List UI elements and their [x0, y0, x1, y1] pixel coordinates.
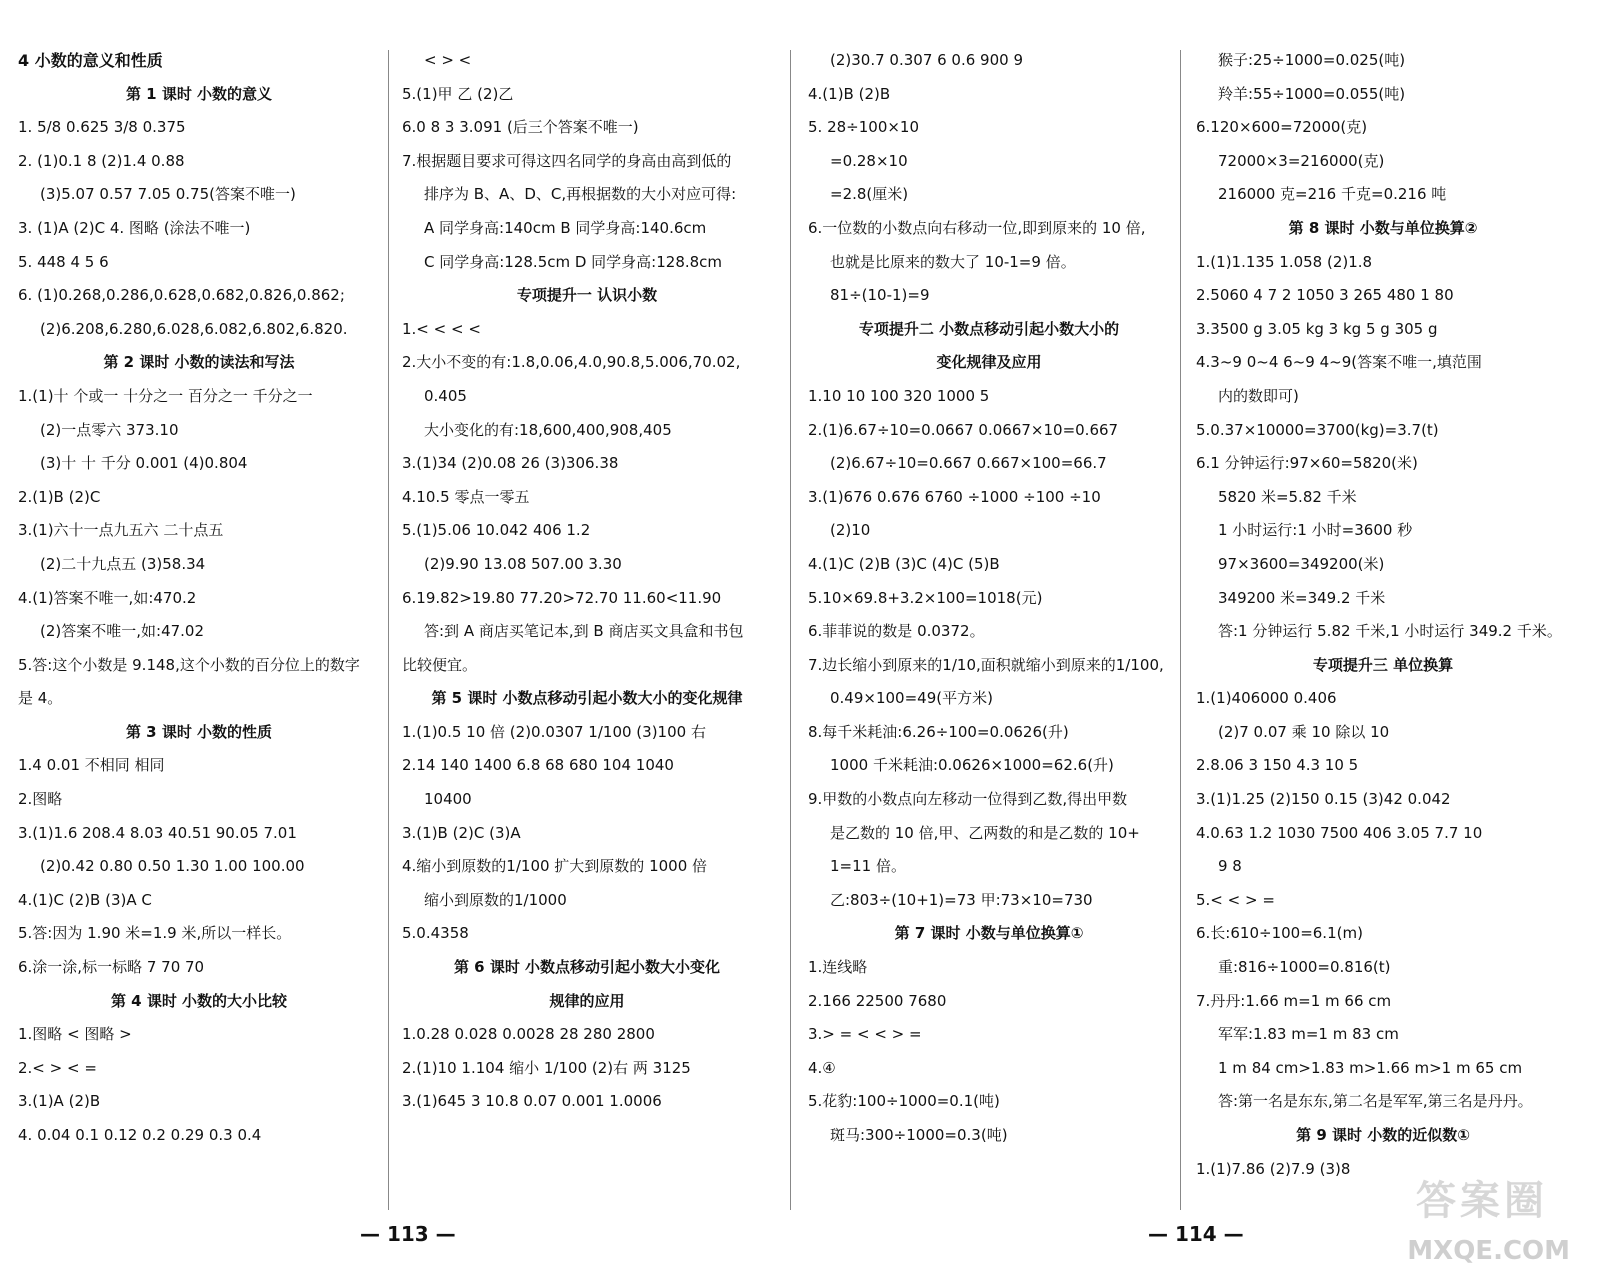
- answer-line: 1000 千米耗油:0.0626×1000=62.6(升): [830, 756, 1114, 775]
- column-3: [808, 44, 1170, 1224]
- answer-line: 1.4 0.01 不相同 相同: [18, 756, 165, 775]
- page-number-right: — 114 —: [1148, 1222, 1244, 1246]
- answer-line: =2.8(厘米): [830, 185, 909, 204]
- answer-line: 重:816÷1000=0.816(t): [1218, 958, 1391, 977]
- answer-line: 9.甲数的小数点向左移动一位得到乙数,得出甲数: [808, 790, 1128, 809]
- answer-line: 1.0.28 0.028 0.0028 28 280 2800: [402, 1025, 655, 1044]
- section-heading: 第 3 课时 小数的性质: [125, 722, 273, 741]
- answer-line: 3.(1)B (2)C (3)A: [402, 823, 521, 842]
- answer-line: 1.(1)7.86 (2)7.9 (3)8: [1196, 1159, 1351, 1178]
- answer-line: (2)7 0.07 乘 10 除以 10: [1218, 722, 1390, 741]
- answer-line: 2.大小不变的有:1.8,0.06,4.0,90.8,5.006,70.02,: [402, 353, 741, 372]
- answer-line: 6.一位数的小数点向右移动一位,即到原来的 10 倍,: [808, 218, 1146, 237]
- answer-line: 7.边长缩小到原来的1/10,面积就缩小到原来的1/100,: [808, 655, 1164, 674]
- answer-line: 5.(1)5.06 10.042 406 1.2: [402, 521, 591, 540]
- section-heading: 第 9 课时 小数的近似数①: [1296, 1126, 1470, 1144]
- answer-line: 3.> = < < > =: [808, 1025, 922, 1044]
- answer-line: 6.1 分钟运行:97×60=5820(米): [1196, 454, 1418, 473]
- answer-line: 9 8: [1218, 857, 1242, 876]
- answer-line: 5.答:因为 1.90 米=1.9 米,所以一样长。: [18, 924, 292, 943]
- answer-line: 1.连线略: [808, 958, 868, 977]
- column-1: [18, 44, 380, 1224]
- page-number-left: — 113 —: [360, 1222, 456, 1246]
- answer-line: (2)二十九点五 (3)58.34: [40, 554, 206, 573]
- answer-line: 5.0.37×10000=3700(kg)=3.7(t): [1196, 420, 1439, 439]
- answer-line: 2. (1)0.1 8 (2)1.4 0.88: [18, 151, 185, 170]
- answer-line: 4. 0.04 0.1 0.12 0.2 0.29 0.3 0.4: [18, 1126, 262, 1144]
- answer-line: 10400: [424, 790, 472, 809]
- answer-line: 5. 28÷100×10: [808, 118, 920, 137]
- answer-line: 3.(1)1.6 208.4 8.03 40.51 90.05 7.01: [18, 823, 297, 842]
- answer-line: 4.3~9 0~4 6~9 4~9(答案不唯一,填范围: [1196, 353, 1482, 372]
- answer-line: (2)答案不唯一,如:47.02: [40, 622, 205, 641]
- answer-line: 3.(1)A (2)B: [18, 1092, 101, 1111]
- answer-line: 6.涂一涂,标一标略 7 70 70: [18, 958, 205, 977]
- answer-line: 排序为 B、A、D、C,再根据数的大小对应可得:: [424, 185, 737, 204]
- answer-line: (3)十 十 千分 0.001 (4)0.804: [40, 454, 248, 473]
- answer-line: 6.0 8 3 3.091 (后三个答案不唯一): [402, 118, 639, 137]
- answer-line: 2.图略: [18, 790, 63, 809]
- answer-line: 7.丹丹:1.66 m=1 m 66 cm: [1196, 991, 1392, 1010]
- answer-line: 4.缩小到原数的1/100 扩大到原数的 1000 倍: [402, 857, 708, 876]
- answer-line: < > <: [424, 51, 472, 69]
- answer-line: A 同学身高:140cm B 同学身高:140.6cm: [424, 218, 707, 237]
- column-2: [402, 44, 772, 1224]
- answer-line: 3.3500 g 3.05 kg 3 kg 5 g 305 g: [1196, 319, 1438, 338]
- answer-line: 2.(1)10 1.104 缩小 1/100 (2)右 两 3125: [402, 1058, 691, 1077]
- answer-line: 97×3600=349200(米): [1218, 554, 1385, 573]
- answer-line: 0.405: [424, 386, 467, 405]
- answer-line: 8.每千米耗油:6.26÷100=0.0626(升): [808, 722, 1069, 741]
- answer-line: 1.10 10 100 320 1000 5: [808, 386, 990, 405]
- answer-line: 答:1 分钟运行 5.82 千米,1 小时运行 349.2 千米。: [1218, 622, 1562, 641]
- answer-line: 答:第一名是东东,第二名是军军,第三名是丹丹。: [1218, 1092, 1533, 1111]
- answer-line: (2)9.90 13.08 507.00 3.30: [424, 554, 622, 573]
- answer-line: 5.(1)甲 乙 (2)乙: [402, 84, 514, 103]
- column-divider-3: [1180, 50, 1181, 1210]
- answer-line: 1 小时运行:1 小时=3600 秒: [1218, 521, 1413, 540]
- section-heading: 第 1 课时 小数的意义: [125, 84, 273, 103]
- answer-line: 1=11 倍。: [830, 857, 906, 876]
- answer-line: 4.(1)C (2)B (3)C (4)C (5)B: [808, 554, 1000, 573]
- answer-line: 4.0.63 1.2 1030 7500 406 3.05 7.7 10: [1196, 823, 1483, 842]
- answer-line: 1.(1)1.135 1.058 (2)1.8: [1196, 252, 1373, 271]
- section-heading: 第 7 课时 小数与单位换算①: [894, 924, 1084, 943]
- answer-line: 2.14 140 1400 6.8 68 680 104 1040: [402, 756, 674, 775]
- answer-line: 1.< < < <: [402, 319, 481, 338]
- answer-line: 6. (1)0.268,0.286,0.628,0.682,0.826,0.862;: [18, 286, 345, 305]
- answer-line: 2.(1)6.67÷10=0.0667 0.0667×10=0.667: [808, 420, 1119, 439]
- section-heading: 4 小数的意义和性质: [18, 51, 163, 70]
- answer-line: 乙:803÷(10+1)=73 甲:73×10=730: [830, 890, 1093, 909]
- answer-line: 4.10.5 零点一零五: [402, 487, 530, 506]
- watermark-url: MXQE.COM: [1407, 1236, 1570, 1266]
- answer-line: 1 m 84 cm>1.83 m>1.66 m>1 m 65 cm: [1218, 1058, 1523, 1077]
- column-divider-1: [388, 50, 389, 1210]
- answer-line: 5. 448 4 5 6: [18, 252, 109, 271]
- answer-line: 2.5060 4 7 2 1050 3 265 480 1 80: [1196, 286, 1454, 305]
- answer-line: 2.8.06 3 150 4.3 10 5: [1196, 756, 1359, 775]
- section-heading: 第 8 课时 小数与单位换算②: [1288, 218, 1478, 237]
- answer-line: 2.(1)B (2)C: [18, 487, 101, 506]
- section-heading: 第 4 课时 小数的大小比较: [110, 991, 288, 1010]
- answer-line: 3. (1)A (2)C 4. 图略 (涂法不唯一): [18, 218, 251, 237]
- answer-line: 军军:1.83 m=1 m 83 cm: [1218, 1025, 1399, 1044]
- answer-line: 羚羊:55÷1000=0.055(吨): [1218, 84, 1406, 103]
- answer-line: 也就是比原来的数大了 10-1=9 倍。: [830, 252, 1076, 271]
- answer-line: 3.(1)1.25 (2)150 0.15 (3)42 0.042: [1196, 790, 1451, 809]
- answer-line: 5.10×69.8+3.2×100=1018(元): [808, 588, 1043, 607]
- answer-line: 3.(1)34 (2)0.08 26 (3)306.38: [402, 454, 619, 473]
- answer-line: 5.0.4358: [402, 924, 469, 943]
- section-heading: 专项提升一 认识小数: [516, 286, 658, 305]
- answer-line: C 同学身高:128.5cm D 同学身高:128.8cm: [424, 252, 723, 271]
- answer-line: 缩小到原数的1/1000: [424, 890, 567, 909]
- answer-line: (2)10: [830, 521, 871, 540]
- answer-line: 4.④: [808, 1058, 836, 1077]
- answer-line: 3.(1)645 3 10.8 0.07 0.001 1.0006: [402, 1092, 662, 1111]
- answer-line: 72000×3=216000(克): [1218, 151, 1385, 170]
- answer-line: (3)5.07 0.57 7.05 0.75(答案不唯一): [40, 185, 296, 204]
- answer-line: 2.166 22500 7680: [808, 991, 947, 1010]
- answer-line: 3.(1)六十一点九五六 二十点五: [18, 521, 224, 540]
- answer-line: 4.(1)B (2)B: [808, 84, 891, 103]
- watermark-logo: 答案圈: [1416, 1178, 1548, 1224]
- section-heading: 专项提升二 小数点移动引起小数大小的: [858, 319, 1120, 338]
- answer-line: (2)一点零六 373.10: [40, 420, 179, 439]
- answer-line: 81÷(10-1)=9: [830, 286, 930, 305]
- section-heading: 第 6 课时 小数点移动引起小数大小变化: [453, 958, 721, 977]
- answer-line: 216000 克=216 千克=0.216 吨: [1218, 185, 1447, 204]
- answer-line: 是乙数的 10 倍,甲、乙两数的和是乙数的 10+: [830, 823, 1140, 842]
- column-divider-2: [790, 50, 791, 1210]
- answer-line: 1.(1)十 个或一 十分之一 百分之一 千分之一: [18, 386, 313, 405]
- answer-line: 5.答:这个小数是 9.148,这个小数的百分位上的数字: [18, 655, 360, 674]
- answer-line: 猴子:25÷1000=0.025(吨): [1218, 51, 1406, 69]
- answer-line: 0.49×100=49(平方米): [830, 689, 993, 708]
- section-heading: 第 5 课时 小数点移动引起小数大小的变化规律: [431, 689, 743, 708]
- answer-line: 1.(1)406000 0.406: [1196, 689, 1337, 708]
- answer-line: 是 4。: [18, 689, 63, 708]
- answer-line: 1.(1)0.5 10 倍 (2)0.0307 1/100 (3)100 右: [402, 722, 706, 741]
- answer-line: 答:到 A 商店买笔记本,到 B 商店买文具盒和书包: [424, 622, 744, 641]
- answer-line: 349200 米=349.2 千米: [1218, 588, 1386, 607]
- answer-line: 3.(1)676 0.676 6760 ÷1000 ÷100 ÷10: [808, 487, 1101, 506]
- section-heading: 规律的应用: [549, 991, 625, 1010]
- answer-line: 4.(1)C (2)B (3)A C: [18, 890, 152, 909]
- answer-line: (2)6.208,6.280,6.028,6.082,6.802,6.820.: [40, 319, 348, 338]
- answer-line: 1.图略 < 图略 >: [18, 1025, 132, 1044]
- answer-line: 1. 5/8 0.625 3/8 0.375: [18, 118, 186, 137]
- answer-line: 5820 米=5.82 千米: [1218, 487, 1357, 506]
- answer-line: (2)6.67÷10=0.667 0.667×100=66.7: [830, 454, 1107, 473]
- answer-line: 斑马:300÷1000=0.3(吨): [830, 1126, 1008, 1144]
- answer-line: 6.120×600=72000(克): [1196, 118, 1368, 137]
- answer-line: 6.长:610÷100=6.1(m): [1196, 924, 1363, 943]
- answer-line: 6.19.82>19.80 77.20>72.70 11.60<11.90: [402, 588, 722, 607]
- section-heading: 第 2 课时 小数的读法和写法: [103, 353, 295, 372]
- answer-line: 2.< > < =: [18, 1058, 97, 1077]
- answer-line: 6.菲菲说的数是 0.0372。: [808, 622, 985, 641]
- answer-line: =0.28×10: [830, 151, 908, 170]
- answer-line: 内的数即可): [1218, 386, 1299, 405]
- answer-line: (2)30.7 0.307 6 0.6 900 9: [830, 51, 1024, 69]
- answer-line: 7.根据题目要求可得这四名同学的身高由高到低的: [402, 151, 732, 170]
- section-heading: 专项提升三 单位换算: [1312, 655, 1454, 674]
- answer-line: 5.花豹:100÷1000=0.1(吨): [808, 1092, 1000, 1111]
- answer-line: 4.(1)答案不唯一,如:470.2: [18, 588, 197, 607]
- answer-line: 5.< < > =: [1196, 890, 1275, 909]
- column-4: [1196, 44, 1570, 1224]
- section-heading: 变化规律及应用: [936, 353, 1042, 372]
- answer-line: 大小变化的有:18,600,400,908,405: [424, 420, 672, 439]
- answer-line: 比较便宜。: [402, 655, 478, 674]
- answer-line: (2)0.42 0.80 0.50 1.30 1.00 100.00: [40, 857, 305, 876]
